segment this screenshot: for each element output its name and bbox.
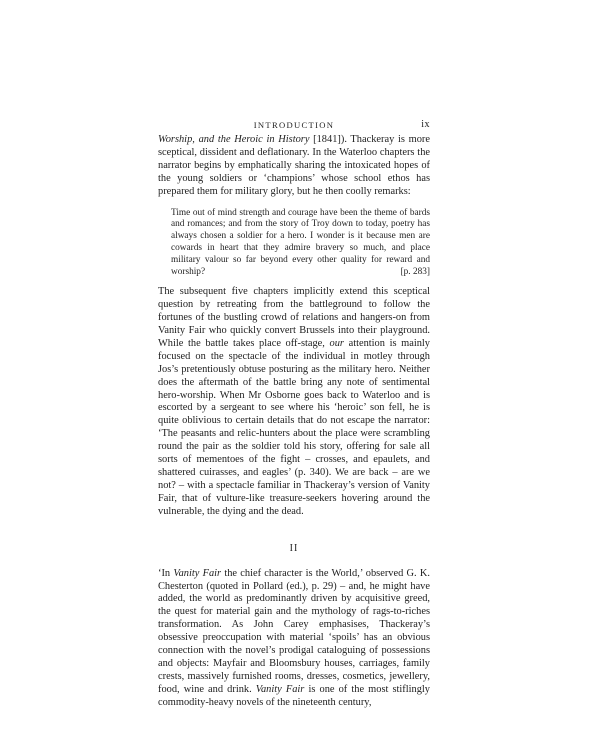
block-quote xyxy=(171,208,430,279)
paragraph-text: ‘In xyxy=(158,567,174,579)
section-number: II xyxy=(289,542,299,554)
paragraph-3 xyxy=(158,568,430,710)
italic-title: Vanity Fair xyxy=(173,567,222,579)
quote-citation: [p. 283] xyxy=(400,266,430,277)
italic-title: Vanity Fair xyxy=(255,683,305,695)
page-body xyxy=(158,134,430,710)
italic-word: our xyxy=(329,337,344,349)
paragraph-2 xyxy=(158,286,430,518)
paragraph-text: is one of the most stiflingly commodity-heavy novels of the nineteenth century, xyxy=(158,683,431,708)
paragraph-text: The subsequent five chapters implicitly extend this sceptical question by retreating from the battleground to follow the fortunes of the bustling crowd of relations and hangers-on from Vanity Fair who quickly convert Brussels into their playground. While the battle takes place off-stage, xyxy=(158,286,430,349)
quote-text: Time out of mind strength and courage have been the theme of bards and romances; and from the story of Troy down to today, poetry has always chosen a soldier for a hero. I wonder is it because men are cowards in heart that they admire bravery so much, and place military valour so far beyond every other quality for reward and worship? xyxy=(171,207,430,277)
paragraph-text: [1841]). Thackeray is more sceptical, dissident and deflationary. In the Waterloo chapters the narrator begins by emphatically sharing the intoxicated hopes of the young soldiers or ‘champions’ whose school ethos has prepared them for military glory, but he then coolly remarks: xyxy=(158,134,430,197)
italic-title: Worship, and the Heroic in History xyxy=(158,134,310,145)
running-title: INTRODUCTION xyxy=(253,120,335,130)
paragraph-1 xyxy=(158,134,430,199)
paragraph-text: attention is mainly focused on the spectacle of the individual in motley through Jos’s pretentiously obtuse posturing as the military hero. Neither does the aftermath of the battle bring any note of sentimental hero-worship. When Mr Osborne goes back to Waterloo and is escorted by a sergeant to see where his ‘heroic’ son fell, he is quite oblivious to certain details that do not escape the narrator: ‘The peasants and relic-hunters about the place were scrambling round the pair as the soldier told his story, offering for sale all sorts of mementoes of the fight – crosses, and epaulets, and shattered cuirasses, and eagles’ (p. 340). We are back – are we not? – with a spectacle familiar in Thackeray’s version of Vanity Fair, that of vulture-like treasure-seekers hovering around the vulnerable, the dying and the dead. xyxy=(158,337,430,517)
paragraph-text: the chief character is the World,’ observed G. K. Chesterton (quoted in Pollard (ed.), p. 29) – and, he might have added, the world as predominantly driven by acquisitive greed, the quest for material gain and the mythology of rags-to-riches transformation. As John Carey emphasises, Thackeray’s obsessive preoccupation with material ‘spoils’ has an obvious connection with the novel’s prodigal cataloguing of possessions and objects: Mayfair and Bloomsbury houses, carriages, family crests, massively furnished rooms, dresses, cosmetics, jewellery, food, wine and drink. xyxy=(158,567,430,695)
page-number: ix xyxy=(421,119,430,130)
